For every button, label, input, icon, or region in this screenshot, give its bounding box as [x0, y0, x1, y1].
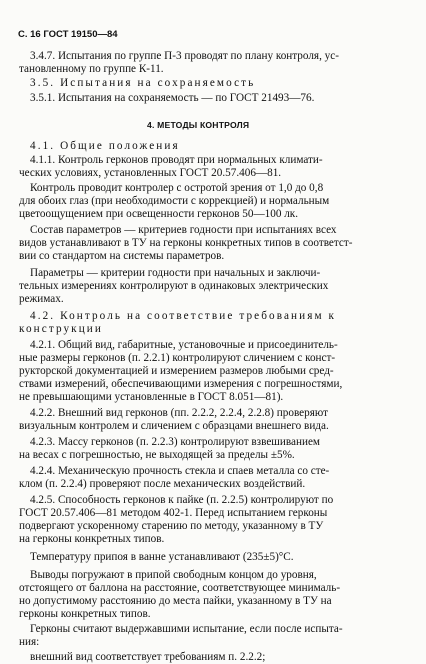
text-line: отстоящего от баллона на расстояние, соответствующее минималь-: [19, 582, 341, 594]
text-line: но допустимому расстоянию до места пайки, указанному в ТУ на: [19, 595, 332, 607]
subsection-heading: 3.5. Испытания на сохраняемость: [30, 77, 256, 89]
text-line: 4.2.1. Общий вид, габаритные, установочные и присоединитель-: [30, 339, 338, 351]
text-line: режимах.: [19, 293, 64, 305]
text-line: тановленному по группе К-11.: [19, 63, 164, 75]
text-line: 3.5.1. Испытания на сохраняемость — по ГОСТ 21493—76.: [30, 92, 315, 104]
text-line: для обоих глаз (при необходимости с коррекцией) и нормальным: [19, 195, 330, 207]
text-line: Параметры — критерии годности при начальных и заключи-: [30, 267, 321, 279]
text-line: 3.4.7. Испытания по группе П-3 проводят по плану контроля, ус-: [30, 50, 339, 62]
text-line: 4.2.4. Механическую прочность стекла и спаев металла со сте-: [30, 465, 330, 477]
text-line: Контроль проводит контролер с остротой зрения от 1,0 до 0,8: [30, 182, 324, 194]
text-line: рукторской документацией и измерением размеров любыми сред-: [19, 365, 334, 377]
text-line: ствами измерений, обеспечивающими измерения с погрешностями,: [19, 378, 343, 390]
text-line: ческих условиях, установленных ГОСТ 20.57.406—81.: [19, 167, 282, 179]
text-line: внешний вид соответствует требованиям п. 2.2.2;: [30, 651, 266, 663]
text-line: Состав параметров — критериев годности при испытаниях всех: [30, 224, 337, 236]
text-line: 4.2.3. Массу герконов (п. 2.2.3) контролируют взвешиванием: [30, 436, 321, 448]
text-line: 4.2.2. Внешний вид герконов (пп. 2.2.2, 2.2.4, 2.2.8) проверяют: [30, 407, 328, 419]
text-line: 4.1.1. Контроль герконов проводят при нормальных климати-: [30, 154, 323, 166]
subsection-heading: конструкции: [19, 323, 103, 335]
text-line: не превышающими установленные в ГОСТ 8.051—81).: [19, 391, 284, 403]
text-line: цветоощущением при освещенности герконов 50—100 лк.: [19, 208, 299, 220]
text-line: Температуру припоя в ванне устанавливают (235±5)°С.: [30, 551, 294, 563]
text-line: ния:: [19, 636, 40, 648]
text-line: Выводы погружают в припой свободным концом до уровня,: [30, 569, 317, 581]
subsection-heading: 4.1. Общие положения: [30, 140, 180, 152]
text-line: ные размеры герконов (п. 2.2.1) контролируют сличением с конст-: [19, 352, 336, 364]
text-line: клом (п. 2.2.4) проверяют после механических воздействий.: [19, 478, 306, 490]
text-line: видов устанавливают в ТУ на герконы конкретных типов в соответст-: [19, 237, 353, 249]
text-line: герконы конкретных типов.: [19, 608, 151, 620]
text-line: Герконы считают выдержавшими испытание, если после испыта-: [30, 623, 343, 635]
section-title: 4. МЕТОДЫ КОНТРОЛЯ: [147, 120, 250, 130]
text-line: подвергают ускоренному старению по методу, указанному в ТУ: [19, 520, 324, 532]
text-line: визуальным контролем и сличением с образцами внешнего вида.: [19, 420, 329, 432]
text-line: на весах с погрешностью, не выходящей за пределы ±5%.: [19, 449, 295, 461]
page-header: С. 16 ГОСТ 19150—84: [18, 29, 118, 40]
text-line: ГОСТ 20.57.406—81 методом 402-1. Перед испытанием герконы: [19, 507, 328, 519]
text-line: 4.2.5. Способность герконов к пайке (п. 2.2.5) контролируют по: [30, 494, 334, 506]
text-line: на герконы конкретных типов.: [19, 533, 165, 545]
text-line: тельных измерениях контролируют в одинаковых электрических: [19, 280, 329, 292]
subsection-heading: 4.2. Контроль на соответствие требованиям к: [30, 310, 337, 322]
text-line: вии со стандартом на системы параметров.: [19, 250, 225, 262]
